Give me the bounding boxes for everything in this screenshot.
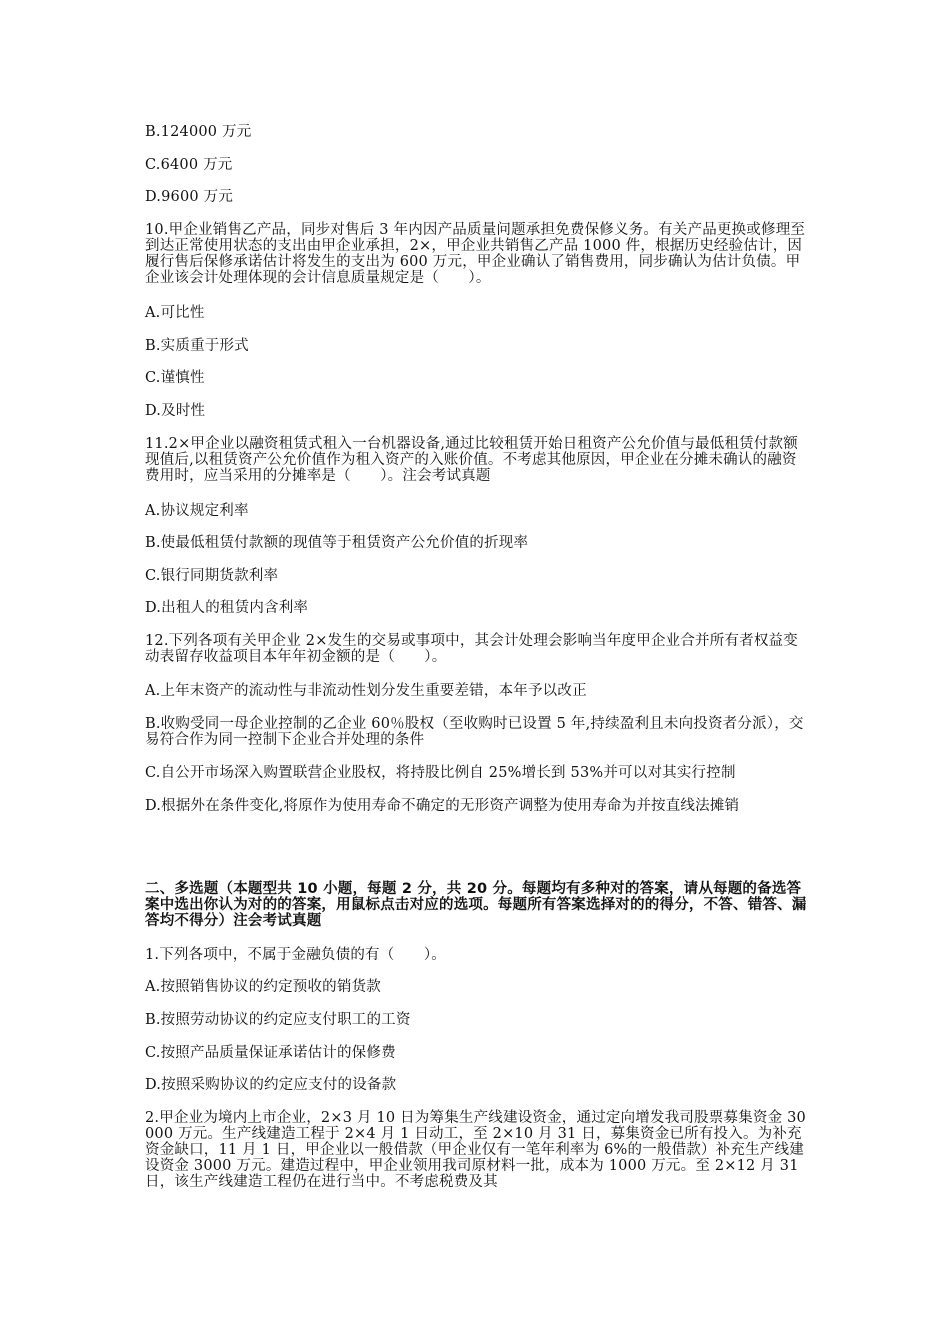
q10-option-d: D.及时性: [145, 403, 206, 419]
section-2-heading: 二、多选题（本题型共 10 小题，每题 2 分，共 20 分。每题均有多种对的答案，请从每题的备选答案中选出你认为对的的答案，用鼠标点击对应的选项。每题所有答案选择对的的得分，不答、错答、漏答均不得分）注会考试真题: [145, 881, 807, 929]
q12-option-d: D.根据外在条件变化,将原作为使用寿命不确定的无形资产调整为使用寿命为并按直线法摊销: [145, 798, 740, 814]
question-12-stem: 12.下列各项有关甲企业 2×发生的交易或事项中，其会计处理会影响当年度甲企业合并所有者权益变动表留存收益项目本年年初金额的是（ ）。: [145, 633, 798, 665]
q10-option-a: A.可比性: [145, 305, 205, 321]
mq1-option-c: C.按照产品质量保证承诺估计的保修费: [145, 1045, 396, 1061]
question-10-stem: 10.甲企业销售乙产品，同步对售后 3 年内因产品质量问题承担免费保修义务。有关产品更换或修理至到达正常使用状态的支出由甲企业承担，2×，甲企业共销售乙产品 1000 件，根据历史经验估计，因履行售后保修承诺估计将发生的支出为 600 万元，甲企业确认了销售费用，同步确认为估计负债。甲企业该会计处理体现的会计信息质量规定是（ ）。: [145, 222, 806, 286]
q12-option-a: A.上年末资产的流动性与非流动性划分发生重要差错，本年予以改正: [145, 683, 587, 699]
question-11-stem: 11.2×甲企业以融资租赁式租入一台机器设备,通过比较租赁开始日租资产公允价值与最低租赁付款额现值后,以租赁资产公允价值作为租入资产的入账价值。不考虑其他原因，甲企业在分摊未确认的融资费用时，应当采用的分摊率是（ ）。注会考试真题: [145, 436, 798, 484]
mq1-option-d: D.按照采购协议的约定应支付的设备款: [145, 1077, 397, 1093]
option-d: D.9600 万元: [145, 189, 234, 205]
q11-option-c: C.银行同期货款利率: [145, 568, 279, 584]
mq1-option-b: B.按照劳动协议的约定应支付职工的工资: [145, 1012, 411, 1028]
mq1-option-a: A.按照销售协议的约定预收的销货款: [145, 979, 381, 995]
q10-option-b: B.实质重于形式: [145, 338, 249, 354]
q12-option-c: C.自公开市场深入购置联营企业股权，将持股比例自 25%增长到 53%并可以对其实行控制: [145, 765, 736, 781]
option-c: C.6400 万元: [145, 157, 233, 173]
q11-option-a: A.协议规定利率: [145, 503, 249, 519]
mq1-stem: 1.下列各项中，不属于金融负债的有（ ）。: [145, 947, 446, 963]
q10-option-c: C.谨慎性: [145, 370, 205, 386]
q11-option-b: B.使最低租赁付款额的现值等于租赁资产公允价值的折现率: [145, 535, 529, 551]
q11-option-d: D.出租人的租赁内含利率: [145, 600, 309, 616]
q12-option-b: B.收购受同一母企业控制的乙企业 60％股权（至收购时已设置 5 年,持续盈利且未向投资者分派），交易符合作为同一控制下企业合并处理的条件: [145, 716, 804, 748]
option-b: B.124000 万元: [145, 124, 252, 140]
mq2-stem: 2.甲企业为境内上市企业，2×3 月 10 日为筹集生产线建设资金，通过定向增发我司股票募集资金 30000 万元。生产线建造工程于 2×4 月 1 日动工，至 2×10 月 31 日，募集资金已所有投入。为补充资金缺口，11 月 1 日，甲企业以一般借款（甲企业仅有一笔年利率为 6%的一般借款）补充生产线建设资金 3000 万元。建造过程中，甲企业领用我司原材料一批，成本为 1000 万元。至 2×12 月 31 日，该生产线建造工程仍在进行当中。不考虑税费及其: [145, 1110, 806, 1190]
